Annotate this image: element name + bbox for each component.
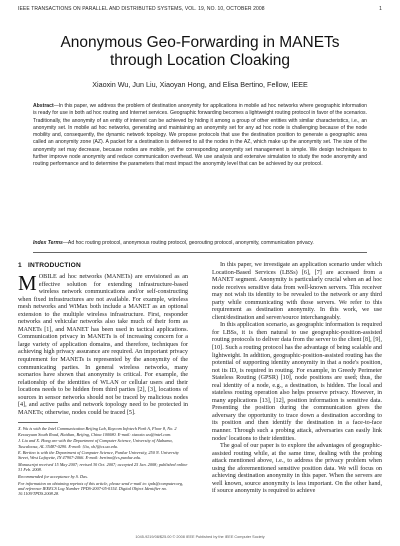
footnotes xyxy=(18,426,188,496)
intro-paragraph-1 xyxy=(18,271,188,417)
section-heading xyxy=(18,262,188,269)
journal-header: IEEE TRANSACTIONS ON PARALLEL AND DISTRIBUTED SYSTEMS, VOL. 19, NO. 10, OCTOBER 2008 xyxy=(18,6,265,12)
abstract-text: —In this paper, we address the problem of destination anonymity for applications in mobile ad hoc networks where geographic information is ready for use in both ad hoc routing and Internet services. Geographic forwarding becomes a lightweight routing protocol in favor of the scenarios. Traditionally, the anonymity of an entity of interest can be achieved by hiding it among a group of other entities with similar characteristics, i.e., an anonymity set. In mobile ad hoc networks, generating and maintaining an anonymity set for any ad hoc node is challenging because of the node mobility and, consequently, the dynamic network topology. We propose protocols that use the destination position to generate a geographic area called an anonymity zone (AZ). A packet for a destination is delivered to all the nodes in the AZ, which make up the anonymity set. The size of the anonymity set may decrease, because nodes are mobile, yet the corresponding anonymity set management is simple. We design techniques to further improve node anonymity and reduce communication overhead. We use analysis and extensive simulation to study the node anonymity and routing performance and to determine the parameters that most impact the anonymity level that can be achieved by our protocol. xyxy=(33,103,367,167)
footnote-recommended: Recommended for acceptance by S. Das. xyxy=(18,473,89,479)
paper-title xyxy=(0,34,400,70)
title-line-2: through Location Cloaking xyxy=(109,52,291,69)
footnote-author-2: J. Liu and X. Hong are with the Department of Computer Science, University of Alabama, Tuscaloosa, AL 35487-0290. E-mail: {liu, xh}@cs.ua.edu. xyxy=(18,438,173,449)
index-terms-text: —Ad hoc routing protocol, anonymous routing protocol, georouting protocol, anonymity, communication privacy. xyxy=(62,240,314,246)
abstract xyxy=(33,103,367,168)
intro-text-left xyxy=(18,271,188,417)
author-list: Xiaoxin Wu, Jun Liu, Xiaoyan Hong, and Elisa Bertino, Fellow, IEEE xyxy=(92,80,308,89)
right-column xyxy=(212,262,382,496)
index-terms-label: Index Terms xyxy=(33,240,63,246)
footnote-reprints: For information on obtaining reprints of this article, please send e-mail to: tpds@computer.org, and reference IEEECS Log Number TPDS-2007-05-0154. Digital Object Identifier no. 10.1109/TPDS.2008.28. xyxy=(18,480,184,497)
intro-paragraph-4: The goal of our paper is to explore the advantages of geographic-assisted routing while, at the same time, dealing with the probing attack mentioned above, i.e., to address the privacy problem when using the aforementioned sensitive position data. We will focus on achieving destination anonymity in this paper. When the servers are well known, source anonymity is less important. On the other hand, if source anonymity is required to achieve xyxy=(212,443,382,495)
footnote-manuscript: Manuscript received 15 May 2007; revised 30 Oct. 2007; accepted 25 Jan. 2008; published online 31 Feb. 2008. xyxy=(18,462,188,473)
page-number: 1 xyxy=(379,6,382,12)
intro-paragraph-3: In this application scenario, as geographic information is required for LBSs, it is then natural to use geographic-position-assisted routing protocols to deliver data from the server to the client [8], [9], [10]. Such a routing protocol has the advantage of being scalable and lightweight. In addition, geographic-position-assisted routing has the potential of supporting identity anonymity in that a node's position, not its ID, is required in routing. For example, in Greedy Perimeter Stateless Routing (GPSR) [10], node positions are used; thus, the real identity of a node, e.g., a destination, is hidden. The local and stateless routing operation also helps preserve privacy. However, in many applications [13], [12], position information is sensitive data. Presenting the position during the communication gives the adversary the opportunity to trace down a destination according to its position and then identify the destination in a face-to-face manner. Through such a probing attack, adversaries can easily link nodes' locations to their identities. xyxy=(212,322,382,442)
page-footer: 1045-9219/08/$25.00 © 2008 IEEE Published by the IEEE Computer Society xyxy=(135,535,265,539)
intro-paragraph-2: In this paper, we investigate an application scenario under which Location-Based Services (LBSs) [6], [7] are accessed from a MANET segment. Anonymity is particularly crucial when an ad hoc node receives sensitive data from well-known servers. This receiver may not wish its identity to be revealed to the network or any third party while communicating with those servers. We refer to this requirement as destination anonymity. In this work, we use client/destination and server/source interchangeably. xyxy=(212,262,382,321)
intro-text-right xyxy=(212,262,382,496)
title-line-1: Anonymous Geo-Forwarding in MANETs xyxy=(60,34,340,51)
abstract-label: Abstract xyxy=(33,103,54,109)
abstract-divider xyxy=(33,252,367,253)
left-column xyxy=(18,262,188,498)
section-title: INTRODUCTION xyxy=(27,262,81,269)
section-number: 1 xyxy=(18,262,22,269)
footnote-author-1: X. Wu is with the Intel Communication Beijing Lab, Raycom Infotech Park A, Floor 8, No. 2 Kexueyuan South Road, Haidian, Beijing, China 100080. E-mail: xiaoxin.wu@intel.com. xyxy=(18,426,177,437)
running-header xyxy=(18,6,382,12)
drop-cap: M xyxy=(18,271,37,295)
index-terms xyxy=(33,240,367,247)
footnote-author-3: E. Bertino is with the Department of Computer Science, Purdue University, 250 N. University Street, West Lafayette, IN 47907-2066. E-mail: bertino@cs.purdue.edu. xyxy=(18,450,179,461)
intro-paragraph-1-text: OBILE ad hoc networks (MANETs) are envisioned as an effective solution for extending infrastructure-based wireless network communications and/or self-constructing when fixed infrastructures are not available. For example, wireless mesh networks and WiMax both include a MANET as an optional extension to the multiple wireless infrastructure. First, responder networks and vehicular networks also take much of their form as MANETs [1], and MANET has been used in tactical applications. Communication privacy in MANETs is of increasing concern for a large variety of application domains, and therefore, techniques for achieving high privacy assurance are required. An important privacy requirement for MANETs is represented by the anonymity of the communicating parties. In general wireless networks, many scenarios have shown that anonymity is critical. For example, the relationship of the identities of WLAN or cellular users and their locations needs to be hidden from third parties [2], [3], locations of sources in sensor networks should not be traced by malicious nodes [4], and active paths and network topology need to be protected in MANETs; otherwise, nodes could be traced [5]. xyxy=(18,274,188,416)
footnote-divider xyxy=(18,422,58,423)
